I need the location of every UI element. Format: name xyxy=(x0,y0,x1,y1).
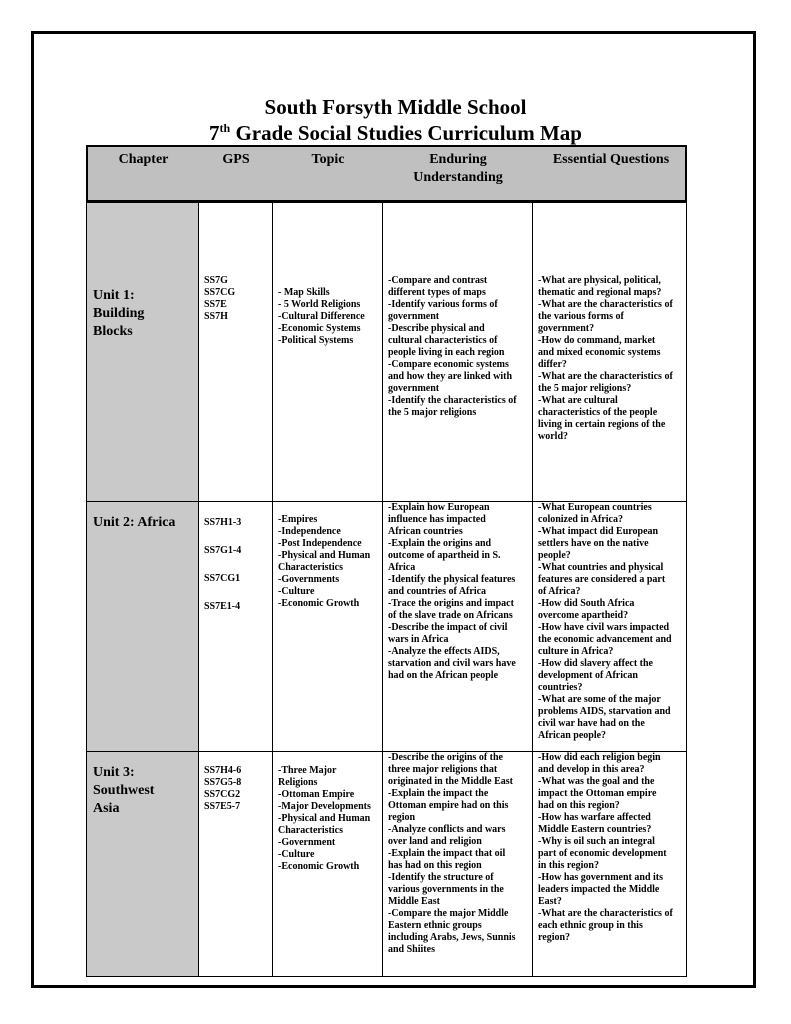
gps-code: SS7CG1 xyxy=(204,573,241,584)
column-divider xyxy=(198,203,199,976)
column-divider xyxy=(272,203,273,976)
unit-2-enduring-understanding: -Explain how European influence has impacted African countries -Explain the origins and outcome of apartheid in S. Africa -Identify the physical features and countries of Africa -Trace the origins and impact of the slave trade on Africans -Describe the impact of civil wars in Africa -Analyze the effects AIDS, starvation and civil wars have had on the African people xyxy=(388,502,516,681)
header-gps: GPS xyxy=(222,152,250,167)
unit-3-gps-list xyxy=(204,765,241,813)
unit-2-essential-questions: -What European countries colonized in Africa? -What impact did European settlers have on the native people? -What countries and physical features are considered a part of Africa? -How did South Africa overcome apartheid? -How have civil wars impacted the economic advancement and culture in Africa? -How did slavery affect the development of African countries? -What are some of the major problems AIDS, starvation and civil war have had on the African people? xyxy=(538,502,672,741)
gps-code: SS7E5-7 xyxy=(204,801,241,812)
title-rest: Grade Social Studies Curriculum Map xyxy=(230,121,582,145)
header-essential-questions: Essential Questions xyxy=(552,152,670,167)
gps-code: SS7H xyxy=(204,311,228,322)
column-divider xyxy=(382,203,383,976)
unit-3-essential-questions: -How did each religion begin and develop in this area? -What was the goal and the impact the Ottoman empire had on this region? -How has warfare affected Middle Eastern countries? -Why is oil such an integral part of economic development in this region? -How has government and its leaders impacted the Middle East? -What are the characteristics of each ethnic group in this region? xyxy=(538,752,673,943)
unit-2-chapter: Unit 2: Africa xyxy=(93,515,176,530)
unit-1-chapter: Unit 1: Building Blocks xyxy=(93,288,145,339)
gps-code: SS7G5-8 xyxy=(204,777,242,788)
unit-1-topic: - Map Skills - 5 World Religions -Cultural Difference -Economic Systems -Political Systems xyxy=(278,287,365,346)
unit-1-essential-questions: -What are physical, political, thematic and regional maps? -What are the characteristics of the various forms of government? -How do command, market and mixed economic systems differ? -What are the characteristics of the 5 major religions? -What are cultural characteristics of the people living in certain regions of the world? xyxy=(538,275,673,442)
unit-3-enduring-understanding: -Describe the origins of the three major religions that originated in the Middle East -Explain the impact the Ottoman empire had on this region -Analyze conflicts and wars over land and religion -Explain the impact that oil has had on this region -Identify the structure of various governments in the Middle East -Compare the major Middle Eastern ethnic groups including Arabs, Jews, Sunnis and Shiites xyxy=(388,752,516,955)
unit-3-chapter: Unit 3: Southwest Asia xyxy=(93,765,155,816)
gps-code: SS7CG2 xyxy=(204,789,241,800)
grade-number: 7 xyxy=(209,121,220,145)
header-enduring-understanding: Enduring Understanding xyxy=(413,152,503,185)
gps-code: SS7H1-3 xyxy=(204,517,242,528)
gps-code: SS7E xyxy=(204,299,227,310)
column-divider xyxy=(532,203,533,976)
grade-suffix: th xyxy=(219,121,231,135)
school-title: South Forsyth Middle School xyxy=(264,95,527,119)
gps-code: SS7E1-4 xyxy=(204,601,241,612)
table-header xyxy=(86,145,687,202)
unit-1-gps-list xyxy=(204,275,235,323)
header-topic: Topic xyxy=(311,152,345,167)
unit-2-gps-list xyxy=(204,517,241,629)
gps-code: SS7H4-6 xyxy=(204,765,242,776)
unit-2-topic: -Empires -Independence -Post Independence -Physical and Human Characteristics -Governments -Culture -Economic Growth xyxy=(278,514,371,609)
unit-1-enduring-understanding: -Compare and contrast different types of maps -Identify various forms of government -Describe physical and cultural characteristics of people living in each region -Compare economic systems and how they are linked with government -Identify the characteristics of the 5 major religions xyxy=(388,275,517,418)
unit-3-topic: -Three Major Religions -Ottoman Empire -Major Developments -Physical and Human Characteristics -Government -Culture -Economic Growth xyxy=(278,765,371,872)
document-title xyxy=(0,120,791,146)
gps-code: SS7G xyxy=(204,275,228,286)
gps-code: SS7G1-4 xyxy=(204,545,242,556)
header-chapter: Chapter xyxy=(118,152,169,167)
gps-code: SS7CG xyxy=(204,287,236,298)
